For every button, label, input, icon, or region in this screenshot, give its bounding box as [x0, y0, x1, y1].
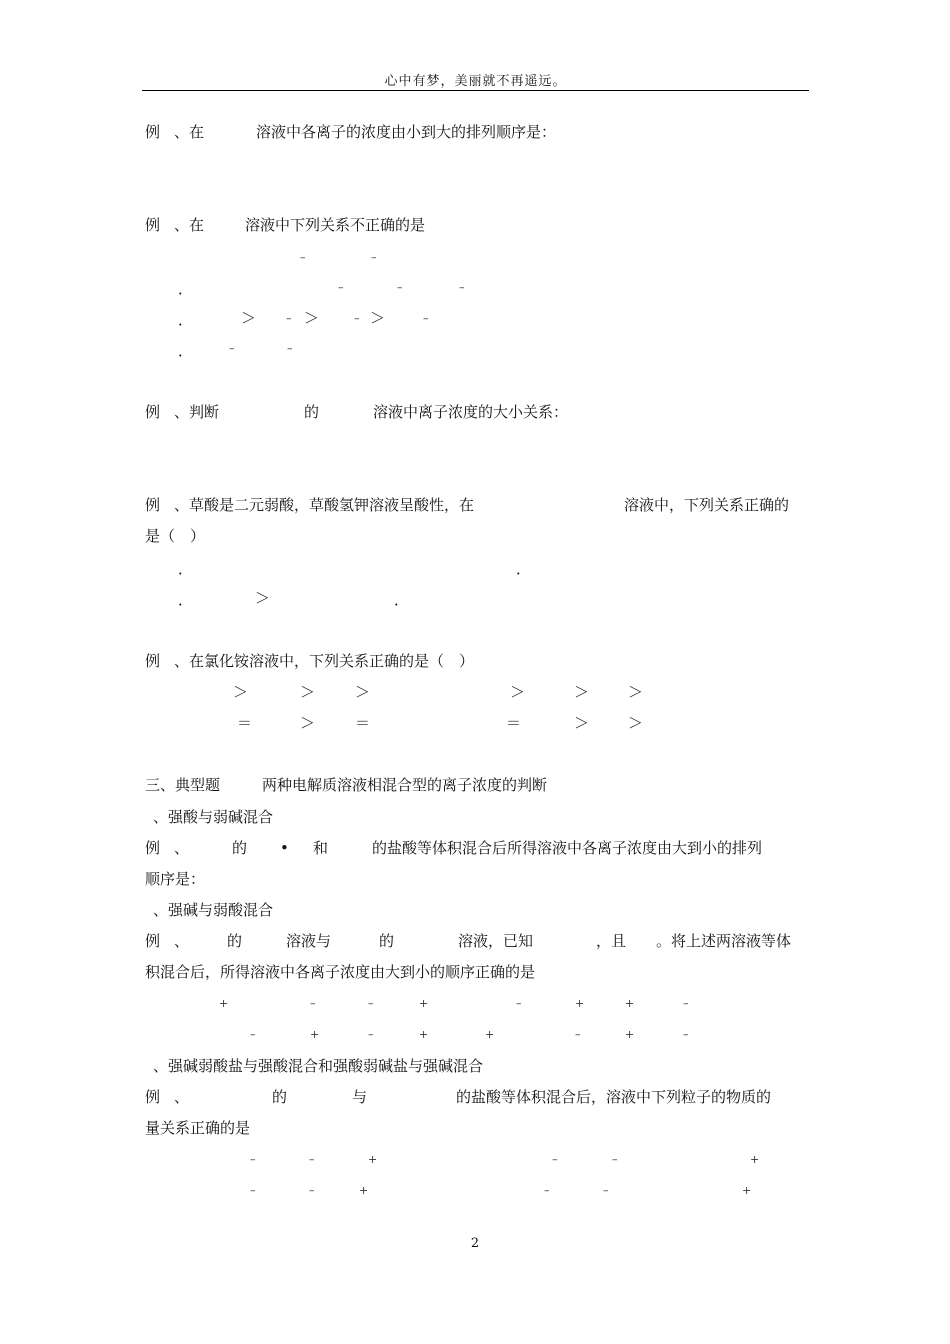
text: 的: [232, 839, 248, 857]
gt-sign: ＞: [574, 714, 590, 732]
charge-sign: –: [310, 997, 316, 1010]
charge-sign: –: [371, 251, 377, 264]
subsection-title: 、强碱与弱酸混合: [153, 901, 274, 919]
bullet-dot: •: [280, 839, 289, 857]
eq-sign: ＝: [355, 714, 371, 732]
text: 的: [379, 932, 395, 950]
example-label: 例: [145, 839, 161, 857]
text: 、草酸是二元弱酸，草酸氢钾溶液呈酸性，在: [174, 496, 475, 514]
text: 溶液中各离子的浓度由小到大的排列顺序是：: [256, 123, 557, 141]
charge-sign: –: [250, 1184, 256, 1197]
text: 顺序是：: [145, 870, 206, 888]
charge-sign: –: [286, 312, 292, 325]
charge-sign: –: [459, 281, 465, 294]
charge-sign: –: [287, 342, 293, 355]
charge-sign: –: [683, 1028, 689, 1041]
option-dot: ．: [516, 560, 532, 578]
example-label: 例: [145, 496, 161, 514]
gt-sign: ＞: [300, 683, 316, 701]
charge-sign: +: [485, 1028, 495, 1041]
subsection-title: 、强碱弱酸盐与强酸混合和强酸弱碱盐与强碱混合: [153, 1057, 484, 1075]
subsection-title: 、强酸与弱碱混合: [153, 808, 274, 826]
text: 的: [227, 932, 243, 950]
option-dot: ．: [178, 311, 194, 329]
text: 的盐酸等体积混合后所得溶液中各离子浓度由大到小的排列: [372, 839, 763, 857]
gt-sign: ＞: [628, 714, 644, 732]
charge-sign: –: [250, 1028, 256, 1041]
example-label: 例: [145, 652, 161, 670]
charge-sign: +: [359, 1184, 369, 1197]
charge-sign: –: [250, 1153, 256, 1166]
example-label: 例: [145, 1088, 161, 1106]
charge-sign: +: [368, 1153, 378, 1166]
charge-sign: +: [625, 1028, 635, 1041]
section-title: 三、典型题: [145, 776, 221, 794]
text: 溶液中下列关系不正确的是: [245, 216, 426, 234]
charge-sign: –: [516, 997, 522, 1010]
text: 的盐酸等体积混合后，溶液中下列粒子的物质的: [456, 1088, 772, 1106]
page-header-motto: 心中有梦，美丽就不再遥远。: [384, 74, 567, 89]
gt-sign: ＞: [628, 683, 644, 701]
gt-sign: ＞: [233, 683, 249, 701]
charge-sign: –: [354, 312, 360, 325]
text: 溶液中，下列关系正确的: [624, 496, 790, 514]
option-dot: ．: [178, 591, 194, 609]
text: 的: [272, 1088, 288, 1106]
option-dot: ．: [178, 560, 194, 578]
charge-sign: –: [544, 1184, 550, 1197]
gt-sign: ＞: [355, 683, 371, 701]
text: ，且: [596, 932, 627, 950]
charge-sign: +: [742, 1184, 752, 1197]
charge-sign: +: [419, 1028, 429, 1041]
charge-sign: –: [423, 312, 429, 325]
charge-sign: –: [229, 342, 235, 355]
charge-sign: –: [683, 997, 689, 1010]
charge-sign: –: [603, 1184, 609, 1197]
charge-sign: +: [575, 997, 585, 1010]
text: 量关系正确的是: [145, 1119, 251, 1137]
option-dot: ．: [178, 280, 194, 298]
charge-sign: –: [552, 1153, 558, 1166]
charge-sign: –: [368, 997, 374, 1010]
charge-sign: –: [309, 1153, 315, 1166]
charge-sign: –: [612, 1153, 618, 1166]
example-label: 例: [145, 123, 161, 141]
header-rule: [142, 90, 809, 91]
example-label: 例: [145, 932, 161, 950]
example-label: 例: [145, 403, 161, 421]
text: 溶液中离子浓度的大小关系：: [373, 403, 569, 421]
eq-sign: ＝: [237, 714, 253, 732]
charge-sign: –: [300, 251, 306, 264]
text: 、在氯化铵溶液中，下列关系正确的是（ ）: [174, 652, 475, 670]
gt-sign: ＞: [370, 309, 386, 327]
text: 、判断: [174, 403, 220, 421]
charge-sign: –: [309, 1184, 315, 1197]
gt-sign: ＞: [510, 683, 526, 701]
option-dot: ．: [394, 591, 410, 609]
text: 、在: [174, 216, 205, 234]
text: 和: [313, 839, 329, 857]
charge-sign: +: [625, 997, 635, 1010]
section-title-text: 两种电解质溶液相混合型的离子浓度的判断: [262, 776, 548, 794]
charge-sign: +: [419, 997, 429, 1010]
charge-sign: +: [310, 1028, 320, 1041]
gt-sign: ＞: [304, 309, 320, 327]
text: 、: [174, 1088, 190, 1106]
text: 与: [352, 1088, 368, 1106]
charge-sign: –: [338, 281, 344, 294]
text: 。将上述两溶液等体: [656, 932, 792, 950]
charge-sign: +: [219, 997, 229, 1010]
text: 的: [304, 403, 320, 421]
text: 是（ ）: [145, 527, 206, 545]
charge-sign: –: [368, 1028, 374, 1041]
text: 积混合后，所得溶液中各离子浓度由大到小的顺序正确的是: [145, 963, 536, 981]
gt-sign: ＞: [574, 683, 590, 701]
example-label: 例: [145, 216, 161, 234]
gt-sign: ＞: [241, 309, 257, 327]
page-number: 2: [470, 1236, 480, 1251]
text: 溶液，已知: [458, 932, 534, 950]
text: 、: [174, 932, 190, 950]
text: 、: [174, 839, 190, 857]
gt-sign: ＞: [300, 714, 316, 732]
eq-sign: ＝: [506, 714, 522, 732]
charge-sign: –: [397, 281, 403, 294]
option-dot: ．: [178, 342, 194, 360]
text: 溶液与: [286, 932, 332, 950]
charge-sign: –: [575, 1028, 581, 1041]
gt-sign: ＞: [255, 589, 271, 607]
text: 、在: [174, 123, 205, 141]
charge-sign: +: [750, 1153, 760, 1166]
